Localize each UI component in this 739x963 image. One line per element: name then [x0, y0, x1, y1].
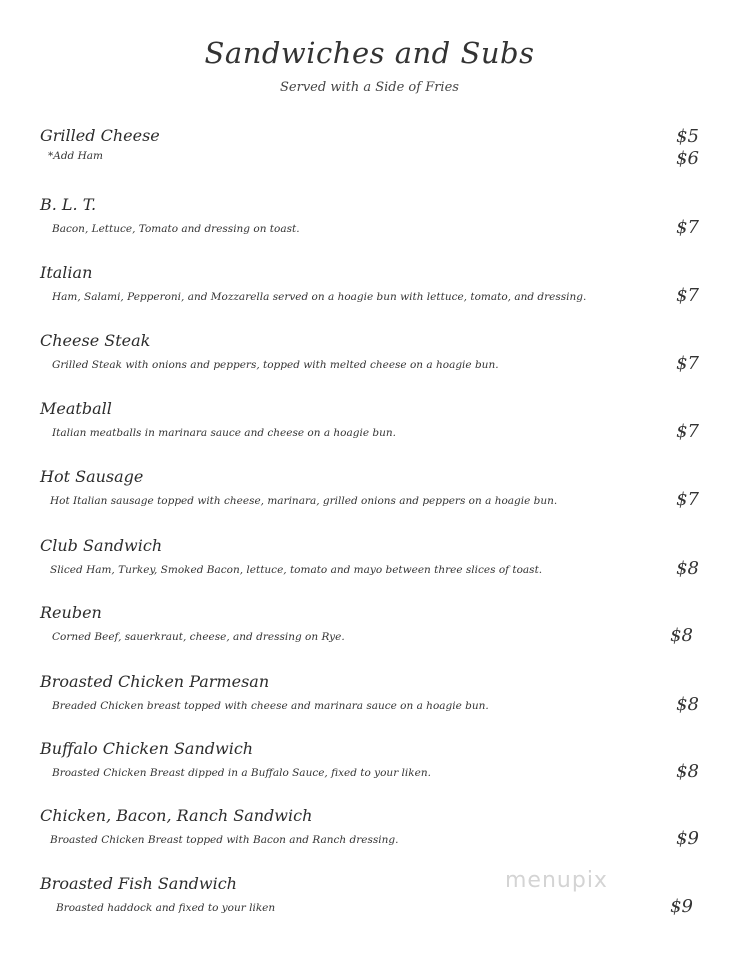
item-name: Reuben: [40, 603, 102, 622]
menu-item: [40, 806, 699, 866]
menu-item: [40, 467, 699, 527]
item-name: Chicken, Bacon, Ranch Sandwich: [40, 806, 313, 825]
item-description: Broasted haddock and fixed to your liken: [56, 902, 276, 914]
item-price: $8: [676, 694, 699, 715]
item-price: $9: [676, 828, 699, 849]
item-name: Cheese Steak: [40, 331, 151, 350]
item-name: Club Sandwich: [40, 536, 163, 555]
item-description: Breaded Chicken breast topped with cheese and marinara sauce on a hoagie bun.: [52, 700, 489, 712]
item-description: Grilled Steak with onions and peppers, topped with melted cheese on a hoagie bun.: [52, 359, 499, 371]
item-name: Broasted Fish Sandwich: [40, 874, 237, 893]
item-description: Italian meatballs in marinara sauce and cheese on a hoagie bun.: [52, 427, 396, 439]
page-title: Sandwiches and Subs: [204, 36, 535, 70]
item-name: Hot Sausage: [40, 467, 144, 486]
item-name: Grilled Cheese: [40, 126, 160, 145]
menu-item: [40, 399, 699, 459]
item-price: $8: [676, 761, 699, 782]
watermark-logo: menupix: [505, 868, 608, 893]
item-price: $9: [670, 896, 693, 917]
item-description: Sliced Ham, Turkey, Smoked Bacon, lettuce, tomato and mayo between three slices of toast.: [50, 564, 543, 576]
item-addon: *Add Ham: [48, 150, 103, 162]
item-price: $8: [670, 625, 693, 646]
item-price: $7: [676, 421, 699, 442]
menu-item: [40, 603, 699, 663]
item-price: $5: [676, 126, 699, 147]
item-price: $7: [676, 217, 699, 238]
addon-price: $6: [676, 148, 699, 169]
item-description: Hot Italian sausage topped with cheese, marinara, grilled onions and peppers on a hoagie bun.: [50, 495, 558, 507]
item-price: $7: [676, 489, 699, 510]
item-price: $8: [676, 558, 699, 579]
item-description: Bacon, Lettuce, Tomato and dressing on toast.: [52, 223, 300, 235]
item-description: Broasted Chicken Breast topped with Bacon and Ranch dressing.: [50, 834, 399, 846]
menu-item: [40, 672, 699, 732]
menu-item-grilled-cheese: [40, 126, 699, 186]
item-description: Corned Beef, sauerkraut, cheese, and dressing on Rye.: [52, 631, 345, 643]
item-name: Buffalo Chicken Sandwich: [40, 739, 254, 758]
item-description: Ham, Salami, Pepperoni, and Mozzarella served on a hoagie bun with lettuce, tomato, and dressing.: [52, 291, 587, 303]
item-name: Italian: [40, 263, 93, 282]
menu-item: [40, 739, 699, 799]
menu-item: [40, 331, 699, 391]
item-price: $7: [676, 285, 699, 306]
item-description: Broasted Chicken Breast dipped in a Buffalo Sauce, fixed to your liken.: [52, 767, 431, 779]
item-price: $7: [676, 353, 699, 374]
item-name: Broasted Chicken Parmesan: [40, 672, 270, 691]
menu-item: [40, 263, 699, 323]
item-name: Meatball: [40, 399, 112, 418]
menu-item: [40, 195, 699, 255]
menu-item: [40, 536, 699, 596]
item-name: B. L. T.: [40, 195, 97, 214]
page-subtitle: Served with a Side of Fries: [280, 80, 459, 95]
